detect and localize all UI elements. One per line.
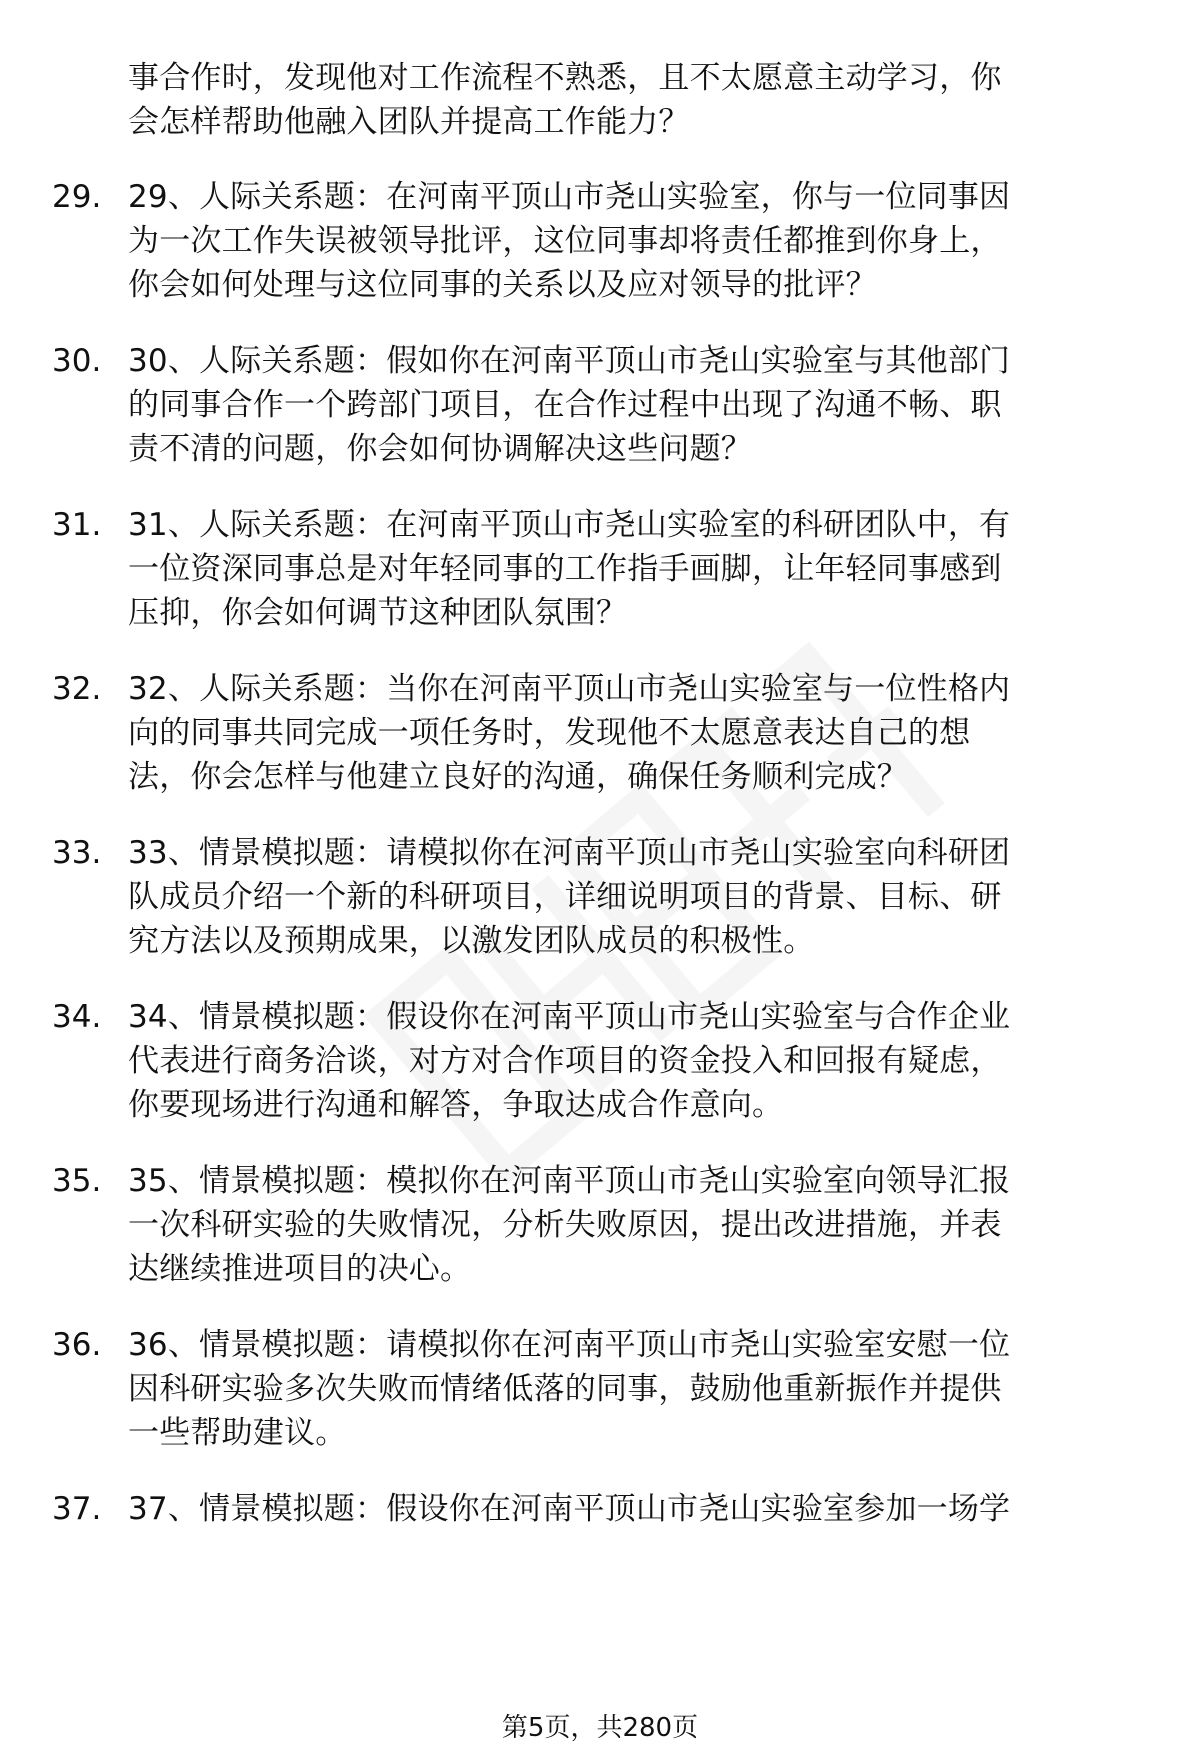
text-line: 30、人际关系题：假如你在河南平顶山市尧山实验室与其他部门 bbox=[128, 343, 1011, 379]
text-line: 达继续推进项目的决心。 bbox=[128, 1251, 472, 1287]
text-line: 压抑，你会如何调节这种团队氛围？ bbox=[128, 595, 628, 631]
text-line: 33、情景模拟题：请模拟你在河南平顶山市尧山实验室向科研团 bbox=[128, 835, 1011, 871]
text-line: 队成员介绍一个新的科研项目，详细说明项目的背景、目标、研 bbox=[128, 879, 1002, 915]
text-line: 因科研实验多次失败而情绪低落的同事，鼓励他重新振作并提供 bbox=[128, 1371, 1002, 1407]
item-number: 32. bbox=[52, 671, 102, 707]
item-number: 35. bbox=[52, 1163, 102, 1199]
item-number: 33. bbox=[52, 835, 102, 871]
text-line: 29、人际关系题：在河南平顶山市尧山实验室，你与一位同事因 bbox=[128, 179, 1011, 215]
text-line: 32、人际关系题：当你在河南平顶山市尧山实验室与一位性格内 bbox=[128, 671, 1011, 707]
text-line: 一次科研实验的失败情况，分析失败原因，提出改进措施，并表 bbox=[128, 1207, 1002, 1243]
item-number: 37. bbox=[52, 1491, 102, 1527]
page-indicator: 第5页，共280页 bbox=[501, 1713, 699, 1743]
text-line: 会怎样帮助他融入团队并提高工作能力？ bbox=[128, 104, 690, 140]
text-line: 一位资深同事总是对年轻同事的工作指手画脚，让年轻同事感到 bbox=[128, 551, 1002, 587]
item-number: 30. bbox=[52, 343, 102, 379]
text-line: 你要现场进行沟通和解答，争取达成合作意向。 bbox=[128, 1087, 784, 1123]
text-line: 你会如何处理与这位同事的关系以及应对领导的批评？ bbox=[128, 267, 877, 303]
text-line: 向的同事共同完成一项任务时，发现他不太愿意表达自己的想 bbox=[128, 715, 971, 751]
text-line: 37、情景模拟题：假设你在河南平顶山市尧山实验室参加一场学 bbox=[128, 1491, 1011, 1527]
text-line: 35、情景模拟题：模拟你在河南平顶山市尧山实验室向领导汇报 bbox=[128, 1163, 1011, 1199]
text-line: 究方法以及预期成果，以激发团队成员的积极性。 bbox=[128, 923, 815, 959]
item-number: 31. bbox=[52, 507, 102, 543]
item-number: 29. bbox=[52, 179, 102, 215]
item-number: 36. bbox=[52, 1327, 102, 1363]
text-line: 事合作时，发现他对工作流程不熟悉，且不太愿意主动学习，你 bbox=[128, 60, 1002, 96]
text-line: 36、情景模拟题：请模拟你在河南平顶山市尧山实验室安慰一位 bbox=[128, 1327, 1011, 1363]
text-line: 责不清的问题，你会如何协调解决这些问题？ bbox=[128, 431, 752, 467]
text-line: 法，你会怎样与他建立良好的沟通，确保任务顺利完成？ bbox=[128, 759, 908, 795]
text-line: 34、情景模拟题：假设你在河南平顶山市尧山实验室与合作企业 bbox=[128, 999, 1011, 1035]
text-line: 一些帮助建议。 bbox=[128, 1415, 347, 1451]
item-number: 34. bbox=[52, 999, 102, 1035]
text-line: 为一次工作失误被领导批评，这位同事却将责任都推到你身上， bbox=[128, 223, 1002, 259]
text-line: 代表进行商务洽谈，对方对合作项目的资金投入和回报有疑虑， bbox=[128, 1043, 1002, 1079]
text-line: 的同事合作一个跨部门项目，在合作过程中出现了沟通不畅、职 bbox=[128, 387, 1002, 423]
text-line: 31、人际关系题：在河南平顶山市尧山实验室的科研团队中，有 bbox=[128, 507, 1011, 543]
